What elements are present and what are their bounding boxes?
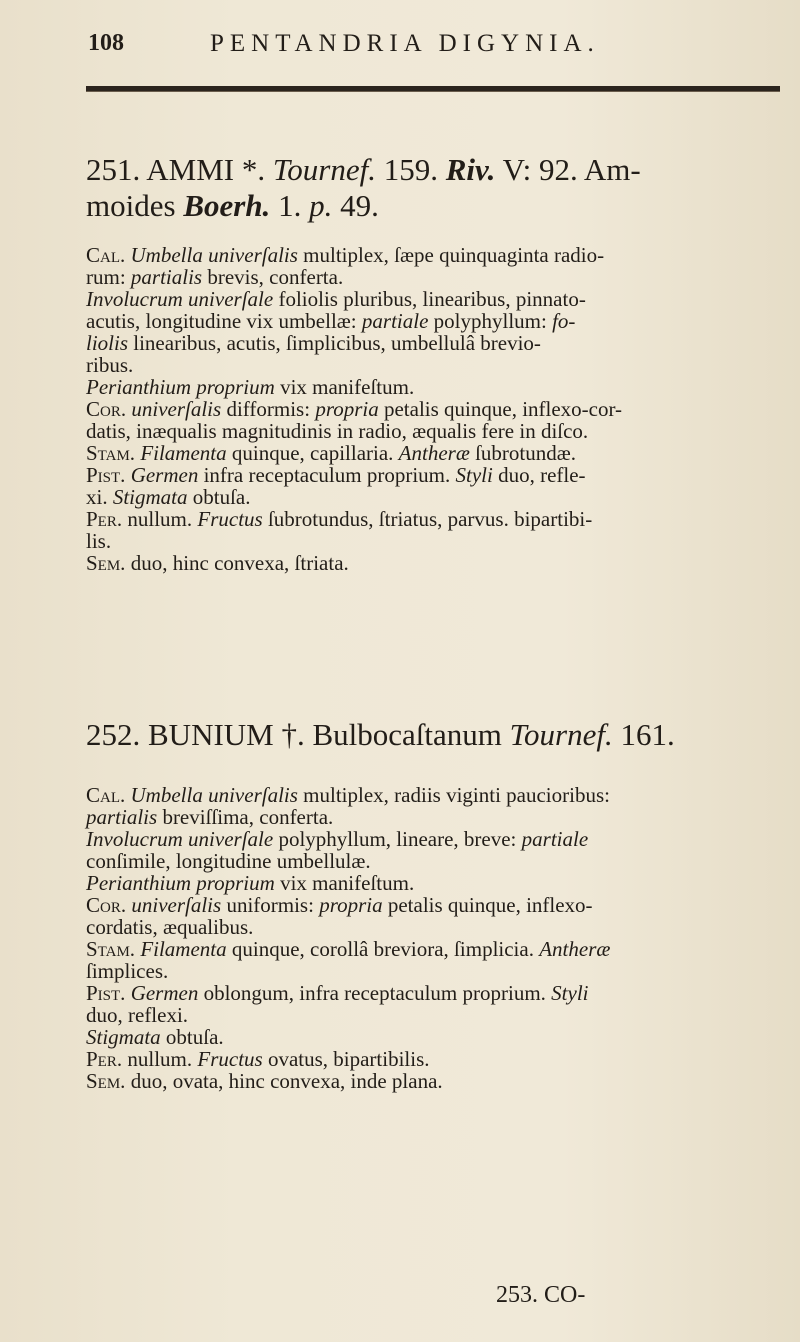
genus-name: AMMI xyxy=(146,152,235,187)
description-text: petalis quinque, inflexo- xyxy=(382,893,593,917)
reference-author: Riv. xyxy=(445,152,496,187)
organ-label: Sem. xyxy=(86,1069,131,1093)
description-line xyxy=(86,938,786,960)
description-line xyxy=(86,916,786,938)
description-text: ſubrotundus, ſtriatus, parvus. bipartibi- xyxy=(262,507,593,531)
description-text: lis. xyxy=(86,529,112,553)
description-line xyxy=(86,982,786,1004)
description-text: partialis xyxy=(86,805,158,829)
description-text: xi. xyxy=(86,485,113,509)
description-text: Germen xyxy=(130,463,199,487)
description-text: datis, inæqualis magnitudinis in radio, æqualis fere in diſco. xyxy=(86,419,589,443)
description-text: oblongum, infra receptaculum proprium. xyxy=(198,981,552,1005)
description-text: liolis xyxy=(86,331,129,355)
description-text: uniformis: xyxy=(221,893,320,917)
description-text: polyphyllum, lineare, breve: xyxy=(273,827,522,851)
description-text: Perianthium proprium xyxy=(86,375,275,399)
entry-number: 252. xyxy=(86,717,141,752)
description-text: duo, refle- xyxy=(492,463,586,487)
description-text: polyphyllum: xyxy=(428,309,553,333)
organ-label: Stam. xyxy=(86,937,141,961)
reference-p: p. xyxy=(309,188,333,223)
description-line xyxy=(86,288,786,310)
description-line xyxy=(86,376,786,398)
description-text: Involucrum univerſale xyxy=(86,287,274,311)
description-text: vix manifeſtum. xyxy=(274,871,415,895)
description-text: Umbella univerſalis xyxy=(130,243,298,267)
organ-label: Per. xyxy=(86,1047,128,1071)
description-text: Fructus xyxy=(197,507,263,531)
description-text: Fructus xyxy=(197,1047,263,1071)
description-text: Antheræ xyxy=(398,441,470,465)
description-text: ſubrotundæ. xyxy=(469,441,577,465)
description-text: quinque, capillaria. xyxy=(226,441,399,465)
synonym: Bulbocaſtanum xyxy=(312,717,502,752)
organ-label: Cor. xyxy=(86,893,132,917)
description-text: difformis: xyxy=(221,397,316,421)
description-line xyxy=(86,508,786,530)
description-line xyxy=(86,960,786,982)
running-title: PENTANDRIA DIGYNIA. xyxy=(210,30,600,57)
description-text: petalis quinque, inflexo-cor- xyxy=(378,397,623,421)
description-line xyxy=(86,552,786,574)
description-text: nullum. xyxy=(127,507,198,531)
description-text: vix manifeſtum. xyxy=(274,375,415,399)
organ-label: Pist. xyxy=(86,463,131,487)
description-line xyxy=(86,266,786,288)
reference-page: 161. xyxy=(620,717,675,752)
description-text: ſimplices. xyxy=(86,959,169,983)
description-line xyxy=(86,354,786,376)
description-text: obtuſa. xyxy=(187,485,251,509)
description-text: Styli xyxy=(551,981,589,1005)
organ-label: Cal. xyxy=(86,243,131,267)
description-text: Stigmata xyxy=(86,1025,161,1049)
description-text: Antheræ xyxy=(539,937,611,961)
description-text: brevis, conferta. xyxy=(202,265,344,289)
description-line xyxy=(86,530,786,552)
description-text: duo, reflexi. xyxy=(86,1003,189,1027)
description-text: multiplex, ſæpe quinquaginta radio- xyxy=(297,243,605,267)
description-text: acutis, longitudine vix umbellæ: xyxy=(86,309,362,333)
description-text: quinque, corollâ breviora, ſimplicia. xyxy=(226,937,540,961)
description-text: partiale xyxy=(521,827,589,851)
description-line xyxy=(86,1004,786,1026)
description-text: obtuſa. xyxy=(160,1025,224,1049)
page-header xyxy=(88,30,788,70)
description-text: Styli xyxy=(455,463,493,487)
description-line xyxy=(86,828,786,850)
description-text: conſimile, longitudine umbellulæ. xyxy=(86,849,371,873)
organ-label: Stam. xyxy=(86,441,141,465)
entry-number: 251. xyxy=(86,152,141,187)
reference-page: V: 92. xyxy=(502,152,578,187)
description-line xyxy=(86,442,786,464)
catchword: 253. CO- xyxy=(496,1282,586,1308)
organ-label: Per. xyxy=(86,507,128,531)
entry-251-description xyxy=(86,244,786,574)
description-text: nullum. xyxy=(127,1047,198,1071)
description-line xyxy=(86,464,786,486)
description-text: Stigmata xyxy=(112,485,188,509)
description-text: cordatis, æqualibus. xyxy=(86,915,254,939)
description-text: partialis xyxy=(130,265,203,289)
header-rule xyxy=(86,86,780,92)
description-text: duo, hinc convexa, ſtriata. xyxy=(130,551,349,575)
description-text: partiale xyxy=(361,309,429,333)
description-text: linearibus, acutis, ſimplicibus, umbellulâ brevio- xyxy=(128,331,541,355)
description-text: ribus. xyxy=(86,353,134,377)
description-text: propria xyxy=(315,397,379,421)
genus-name: BUNIUM xyxy=(148,717,274,752)
description-line xyxy=(86,806,786,828)
entry-252-heading xyxy=(86,717,786,753)
reference-author: Tournef. xyxy=(272,152,376,187)
organ-label: Cal. xyxy=(86,783,131,807)
description-text: rum: xyxy=(86,265,131,289)
description-text: Umbella univerſalis xyxy=(130,783,298,807)
description-text: propria xyxy=(319,893,383,917)
description-line xyxy=(86,1070,786,1092)
description-text: Filamenta xyxy=(140,441,227,465)
description-line xyxy=(86,244,786,266)
description-text: Germen xyxy=(130,981,199,1005)
genus-mark: *. xyxy=(241,152,266,187)
description-line xyxy=(86,398,786,420)
entry-252-description xyxy=(86,784,786,1092)
synonym-end: moides xyxy=(86,188,176,223)
description-text: multiplex, radiis viginti paucioribus: xyxy=(297,783,610,807)
description-line xyxy=(86,872,786,894)
description-text: univerſalis xyxy=(131,397,222,421)
description-line xyxy=(86,332,786,354)
synonym-start: Am- xyxy=(583,152,641,187)
reference-volume: 1. xyxy=(278,188,302,223)
description-text: univerſalis xyxy=(131,893,222,917)
genus-mark: †. xyxy=(281,717,305,752)
description-line xyxy=(86,1026,786,1048)
reference-page: 159. xyxy=(383,152,438,187)
description-text: Perianthium proprium xyxy=(86,871,275,895)
organ-label: Pist. xyxy=(86,981,131,1005)
reference-page: 49. xyxy=(340,188,379,223)
description-text: fo- xyxy=(552,309,576,333)
description-text: ovatus, bipartibilis. xyxy=(262,1047,430,1071)
organ-label: Cor. xyxy=(86,397,132,421)
page-number: 108 xyxy=(88,30,124,56)
reference-author: Tournef. xyxy=(509,717,613,752)
description-text: infra receptaculum proprium. xyxy=(198,463,456,487)
description-line xyxy=(86,420,786,442)
entry-251-heading xyxy=(86,152,786,224)
description-text: duo, ovata, hinc convexa, inde plana. xyxy=(130,1069,443,1093)
description-text: breviſſima, conferta. xyxy=(157,805,334,829)
description-line xyxy=(86,486,786,508)
description-line xyxy=(86,784,786,806)
description-text: foliolis pluribus, linearibus, pinnato- xyxy=(273,287,586,311)
reference-author: Boerh. xyxy=(183,188,271,223)
description-line xyxy=(86,310,786,332)
description-line xyxy=(86,1048,786,1070)
description-line xyxy=(86,894,786,916)
description-text: Filamenta xyxy=(140,937,227,961)
description-line xyxy=(86,850,786,872)
description-text: Involucrum univerſale xyxy=(86,827,274,851)
organ-label: Sem. xyxy=(86,551,131,575)
